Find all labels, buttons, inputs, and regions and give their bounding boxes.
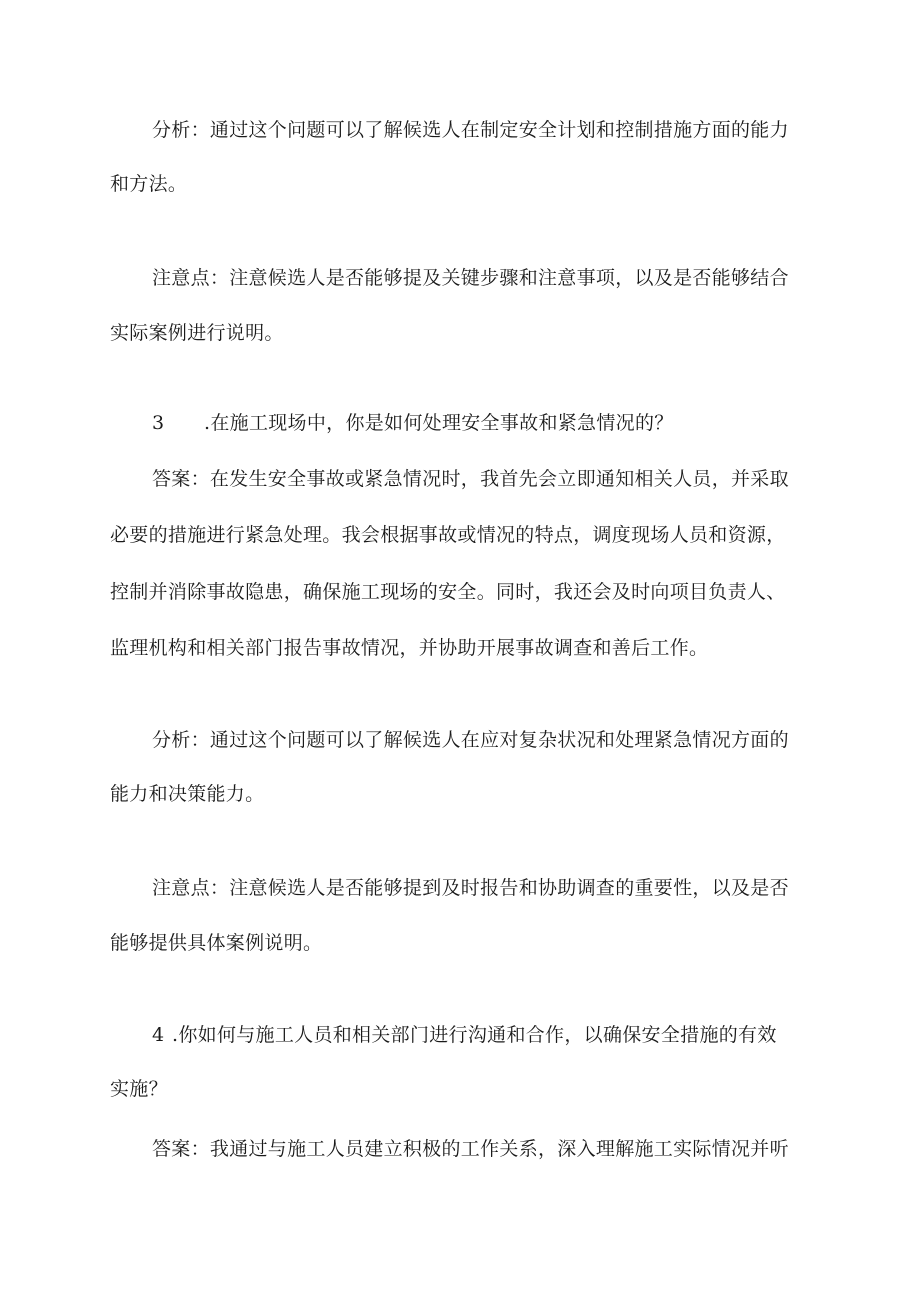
question-3 — [152, 411, 674, 435]
question-4-line-2: 实施？ — [110, 1078, 168, 1100]
question-3-number: 3 — [152, 412, 165, 434]
answer-q4-line-1: 答案：我通过与施工人员建立积极的工作关系，深入理解施工实际情况并听 — [152, 1138, 789, 1160]
question-4-text: .你如何与施工人员和相关部门进行沟通和合作，以确保安全措施的有效 — [172, 1024, 777, 1046]
analysis-q3-line-2: 能力和决策能力。 — [110, 783, 265, 805]
note-q3-line-1: 注意点：注意候选人是否能够提到及时报告和协助调查的重要性，以及是否 — [152, 877, 789, 899]
answer-q3-line-3: 控制并消除事故隐患，确保施工现场的安全。同时，我还会及时向项目负责人、 — [110, 581, 786, 603]
analysis-q3-line-1: 分析：通过这个问题可以了解候选人在应对复杂状况和处理紧急情况方面的 — [152, 729, 789, 751]
note-q2-line-2: 实际案例进行说明。 — [110, 322, 284, 344]
question-3-text: .在施工现场中，你是如何处理安全事故和紧急情况的？ — [204, 412, 674, 434]
answer-q3-line-1: 答案：在发生安全事故或紧急情况时，我首先会立即通知相关人员，并采取 — [152, 468, 789, 490]
analysis-q2-line-2: 和方法。 — [110, 173, 188, 195]
note-q3-line-2: 能够提供具体案例说明。 — [110, 932, 323, 954]
question-4-line-1 — [152, 1023, 777, 1047]
note-q2-line-1: 注意点：注意候选人是否能够提及关键步骤和注意事项，以及是否能够结合 — [152, 267, 789, 289]
answer-q3-line-4: 监理机构和相关部门报告事故情况，并协助开展事故调查和善后工作。 — [110, 637, 709, 659]
analysis-q2-line-1: 分析：通过这个问题可以了解候选人在制定安全计划和控制措施方面的能力 — [152, 119, 789, 141]
question-4-number: 4 — [152, 1024, 165, 1046]
answer-q3-line-2: 必要的措施进行紧急处理。我会根据事故或情况的特点，调度现场人员和资源， — [110, 524, 786, 546]
